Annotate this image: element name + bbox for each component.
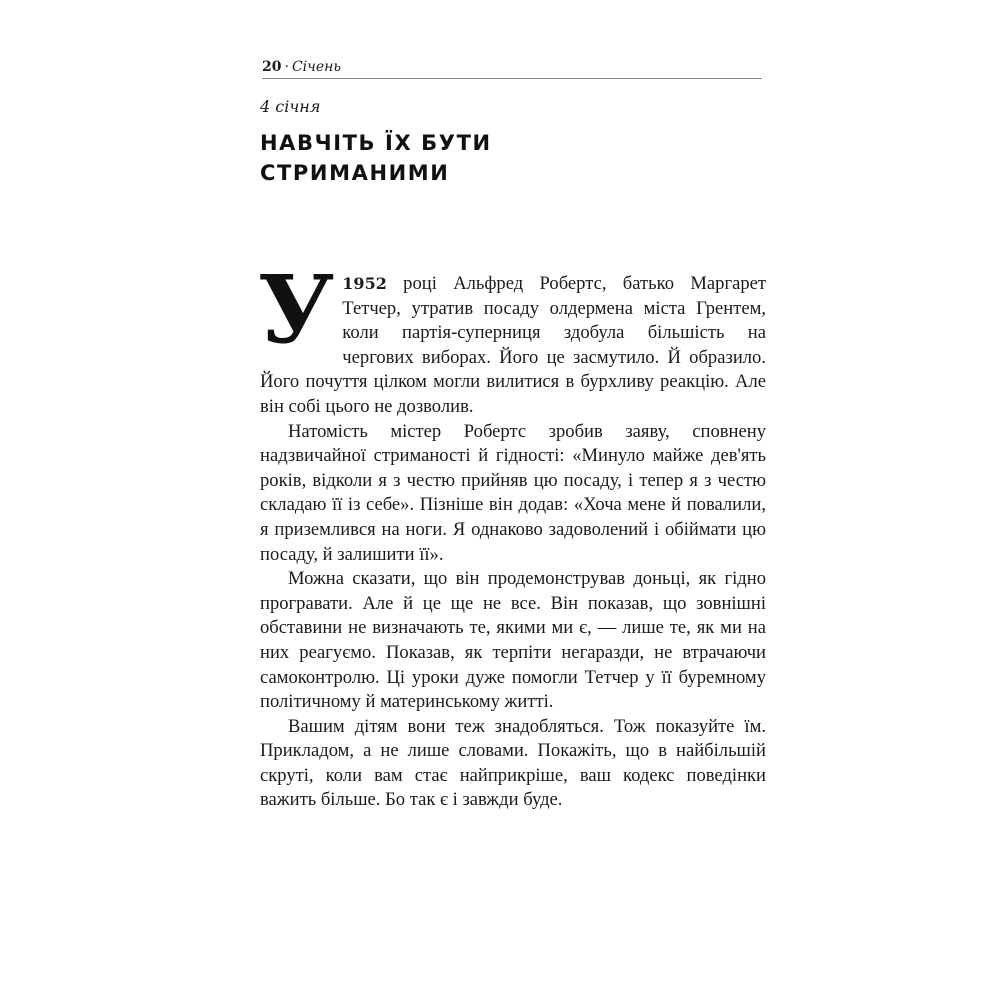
header-separator: · [284,59,289,75]
entry-title-line-2: СТРИМАНИМИ [260,161,450,185]
section-name: Січень [291,59,341,75]
running-head [262,57,762,77]
paragraph-4: Вашим дітям вони теж знадобляться. Тож показуйте їм. Прикладом, а не лише словами. Покажіть, що в найбільшій скруті, коли вам стає найприкріше, ваш кодекс поведінки важить більше. Бо так є і завжди буде. [260,715,766,811]
paragraph-1-text: році Альфред Робертс, батько Маргарет Тетчер, утратив посаду олдермена міста Грентем, коли партія-суперниця здобула більшість на чергових виборах. Його це засмутило. Й образило. Його почуття цілком могли вилитися в бурхливу реакцію. Але він собі цього не дозволив. [260,273,766,417]
drop-cap: У [258,255,335,365]
body-text [258,255,766,813]
entry-title [260,128,740,188]
page-number: 20 [262,59,282,75]
paragraph-year: 1952 [342,274,387,293]
paragraph-2: Натомість містер Робертс зробив заяву, сповнену надзвичайної стриманості й гідності: «Минуло майже дев'ять років, відколи я з честю прийняв цю посаду, і тепер я з честю складаю її із себе». Пізніше він додав: «Хоча мене й повалили, я приземлився на ноги. Я однаково задоволений і обіймати цю посаду, й залишити її». [260,420,766,565]
entry-date: 4 січня [260,97,321,116]
header-rule [262,78,762,79]
paragraph-3: Можна сказати, що він продемонстрував доньці, як гідно програвати. Але й це ще не все. Він показав, що зовнішні обставини не визначають те, якими ми є, — лише те, як ми на них реагуємо. Показав, як терпіти негаразди, не втрачаючи самоконтролю. Ці уроки дуже помогли Тетчер у її буремному політичному й материнському житті. [260,568,766,713]
paragraph-1 [258,255,766,420]
entry-title-line-1: НАВЧІТЬ ЇХ БУТИ [260,131,492,155]
